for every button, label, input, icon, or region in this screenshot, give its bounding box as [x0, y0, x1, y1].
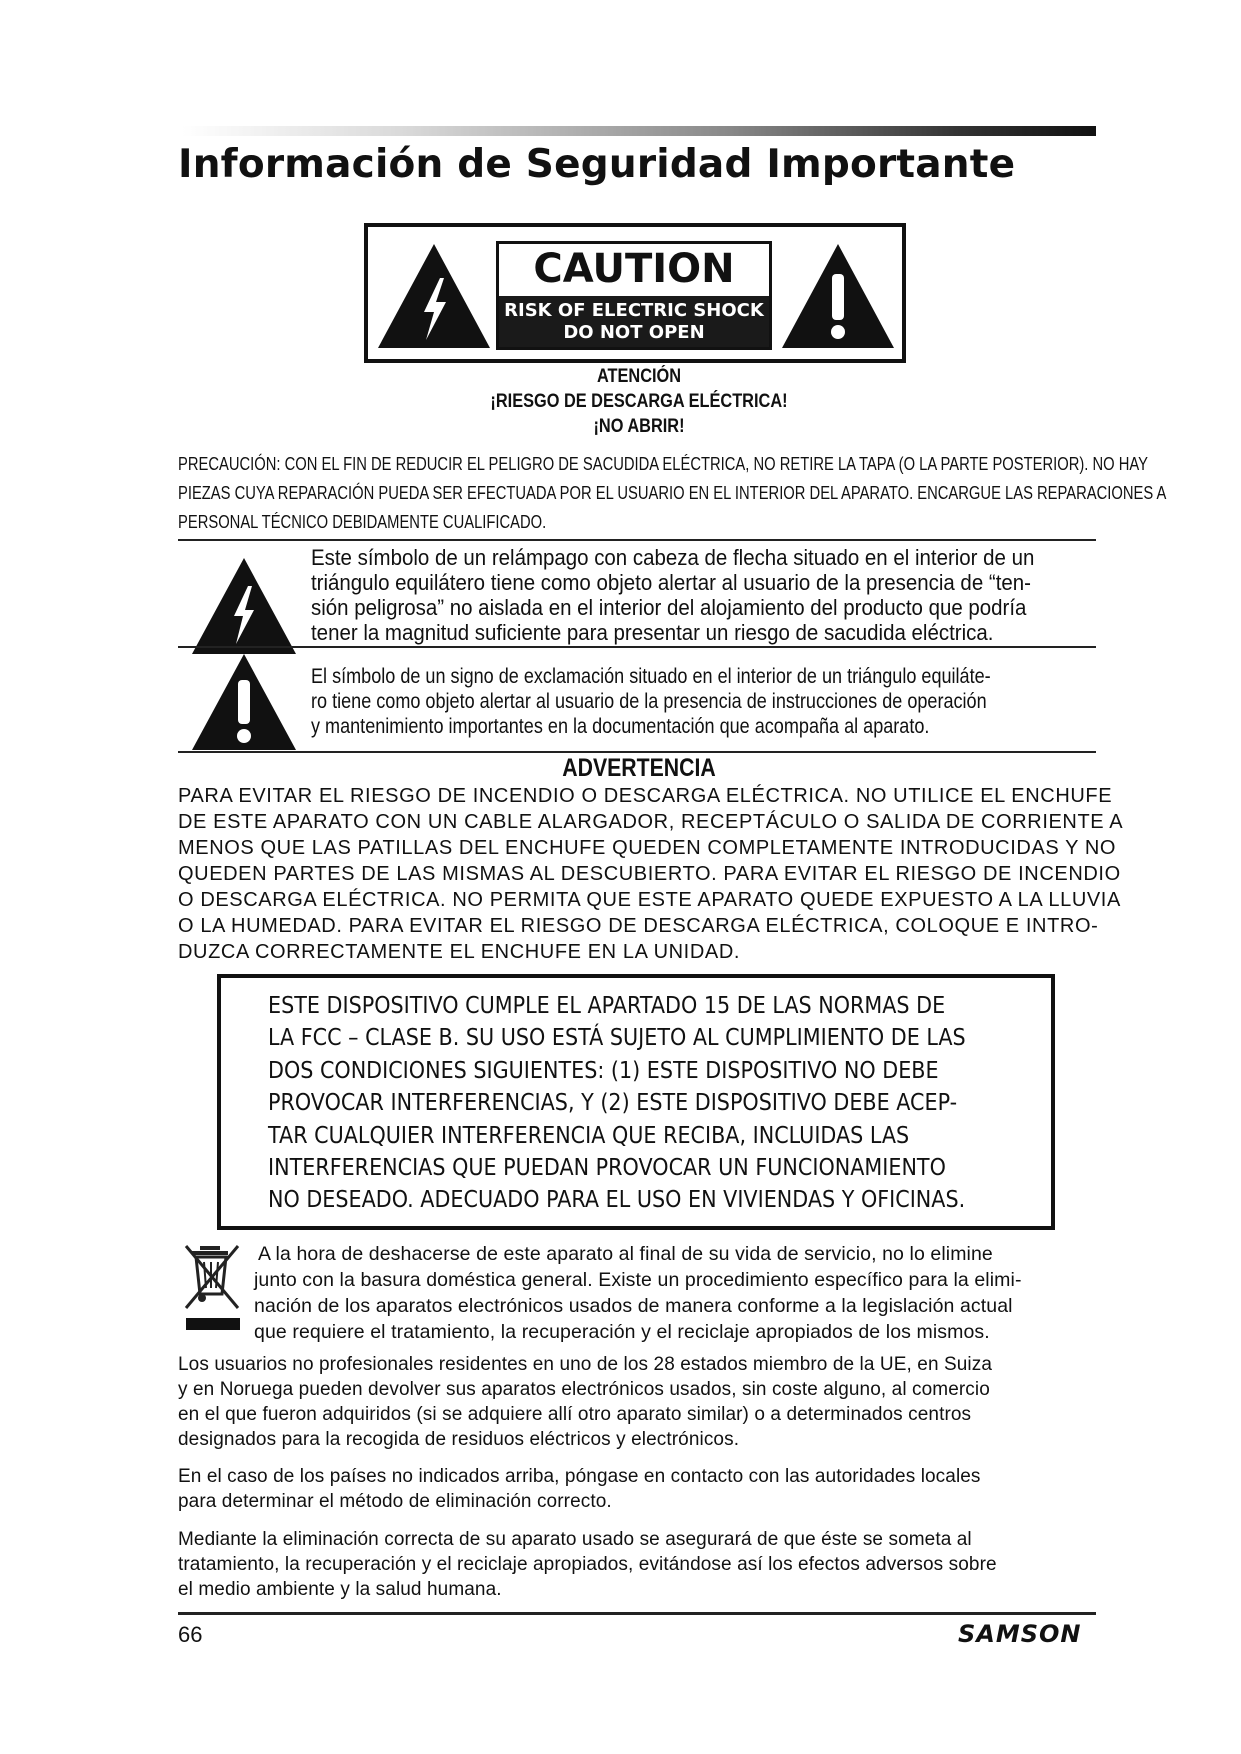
lightning-desc-line: triángulo equilátero tiene como objeto alertar al usuario de la presencia de “ten- — [311, 570, 1031, 595]
paragraph-line: y en Noruega pueden devolver sus aparatos electrónicos usados, sin coste alguno, al comercio — [178, 1379, 990, 1400]
weee-line: que requiere el tratamiento, la recuperación y el reciclaje apropiados de los mismos. — [254, 1321, 990, 1343]
fcc-line: NO DESEADO. ADECUADO PARA EL USO EN VIVIENDAS Y OFICINAS. — [268, 1187, 966, 1214]
paragraph-line: Los usuarios no profesionales residentes en uno de los 28 estados miembro de la UE, en Suiza — [178, 1354, 993, 1375]
atencion-line-2: ¡RIESGO DE DESCARGA ELÉCTRICA! — [490, 391, 788, 412]
advertencia-line: DUZCA CORRECTAMENTE EL ENCHUFE EN LA UNIDAD. — [178, 941, 741, 963]
advertencia-line: PARA EVITAR EL RIESGO DE INCENDIO O DESCARGA ELÉCTRICA. NO UTILICE EL ENCHUFE — [178, 785, 1113, 807]
exclamation-triangle-icon — [190, 652, 298, 752]
advertencia-heading: ADVERTENCIA — [562, 754, 716, 782]
fcc-compliance-text — [268, 990, 966, 1217]
paragraph-line: en el que fueron adquiridos (si se adquiere allí otro aparato similar) o a determinados centros — [178, 1404, 972, 1425]
paragraph-line: En el caso de los países no indicados arriba, póngase en contacto con las autoridades locales — [178, 1466, 981, 1487]
atencion-line-3: ¡NO ABRIR! — [593, 416, 685, 437]
precaucion-line: PIEZAS CUYA REPARACIÓN PUEDA SER EFECTUADA POR EL USUARIO EN EL INTERIOR DEL APARATO. ENCARGUE LAS REPARACIONES A — [178, 483, 1167, 503]
advertencia-line: QUEDEN PARTES DE LAS MISMAS AL DESCUBIERTO. PARA EVITAR EL RIESGO DE INCENDIO — [178, 863, 1121, 885]
lightning-triangle-icon — [190, 556, 298, 656]
advertencia-line: MENOS QUE LAS PATILLAS DEL ENCHUFE QUEDEN COMPLETAMENTE INTRODUCIDAS Y NO — [178, 837, 1117, 859]
paragraph-line: designados para la recogida de residuos eléctricos y electrónicos. — [178, 1429, 740, 1450]
caution-line-1: RISK OF ELECTRIC SHOCK — [504, 300, 764, 321]
paragraph-line: Mediante la eliminación correcta de su aparato usado se asegurará de que éste se someta al — [178, 1529, 972, 1550]
advertencia-line: O DESCARGA ELÉCTRICA. NO PERMITA QUE ESTE APARATO QUEDE EXPUESTO A LA LLUVIA — [178, 889, 1121, 911]
fcc-line: ESTE DISPOSITIVO CUMPLE EL APARTADO 15 DE LAS NORMAS DE — [268, 993, 946, 1019]
page-number: 66 — [178, 1622, 203, 1647]
advertencia-line: DE ESTE APARATO CON UN CABLE ALARGADOR, RECEPTÁCULO O SALIDA DE CORRIENTE A — [178, 811, 1124, 833]
advertencia-line: O LA HUMEDAD. PARA EVITAR EL RIESGO DE DESCARGA ELÉCTRICA, COLOQUE E INTRO- — [178, 915, 1099, 937]
fcc-line: LA FCC – CLASE B. SU USO ESTÁ SUJETO AL CUMPLIMIENTO DE LAS — [268, 1025, 966, 1052]
lightning-desc-line: Este símbolo de un relámpago con cabeza de flecha situado en el interior de un — [311, 545, 1035, 570]
caution-word: CAUTION — [533, 246, 735, 292]
page-title: Información de Seguridad Importante — [178, 142, 1016, 187]
weee-crossed-bin-icon — [182, 1240, 244, 1332]
weee-line: junto con la basura doméstica general. Existe un procedimiento específico para la elimi- — [254, 1269, 1022, 1291]
precaucion-line: PERSONAL TÉCNICO DEBIDAMENTE CUALIFICADO. — [178, 512, 547, 532]
weee-line: nación de los aparatos electrónicos usados de manera conforme a la legislación actual — [254, 1295, 1013, 1317]
atencion-heading: ATENCIÓN — [596, 366, 682, 387]
fcc-line: PROVOCAR INTERFERENCIAS, Y (2) ESTE DISPOSITIVO DEBE ACEP- — [268, 1090, 958, 1117]
exclamation-warning-icon — [778, 240, 898, 352]
lightning-desc-line: sión peligrosa” no aislada en el interior del alojamiento del producto que podría — [311, 595, 1027, 620]
weee-line: A la hora de deshacerse de este aparato al final de su vida de servicio, no lo elimine — [258, 1243, 993, 1265]
footer-divider — [178, 1612, 1096, 1615]
divider — [178, 646, 1096, 648]
brand-logo: SAMSON — [958, 1620, 1082, 1648]
divider — [178, 539, 1096, 541]
fcc-line: TAR CUALQUIER INTERFERENCIA QUE RECIBA, INCLUIDAS LAS — [268, 1122, 910, 1149]
exclamation-desc-line: y mantenimiento importantes en la documentación que acompaña al aparato. — [311, 715, 930, 738]
precaucion-line: PRECAUCIÓN: CON EL FIN DE REDUCIR EL PELIGRO DE SACUDIDA ELÉCTRICA, NO RETIRE LA TAPA (O LA PARTE POSTERIOR). NO HAY — [178, 454, 1148, 474]
fcc-line: INTERFERENCIAS QUE PUEDAN PROVOCAR UN FUNCIONAMIENTO — [268, 1155, 946, 1182]
caution-line-2: DO NOT OPEN — [563, 322, 705, 343]
lightning-warning-icon — [374, 240, 494, 352]
lightning-desc-line: tener la magnitud suficiente para presentar un riesgo de sacudida eléctrica. — [311, 620, 994, 645]
divider — [178, 751, 1096, 753]
paragraph-line: para determinar el método de eliminación correcto. — [178, 1491, 612, 1512]
header-gradient-bar — [182, 126, 1096, 136]
paragraph-line: tratamiento, la recuperación y el reciclaje apropiados, evitándose así los efectos adversos sobre — [178, 1554, 997, 1575]
exclamation-desc-line: El símbolo de un signo de exclamación situado en el interior de un triángulo equiláte- — [311, 665, 991, 688]
exclamation-desc-line: ro tiene como objeto alertar al usuario de la presencia de instrucciones de operación — [311, 690, 987, 713]
paragraph-line: el medio ambiente y la salud humana. — [178, 1579, 502, 1600]
fcc-line: DOS CONDICIONES SIGUIENTES: (1) ESTE DISPOSITIVO NO DEBE — [268, 1057, 939, 1084]
